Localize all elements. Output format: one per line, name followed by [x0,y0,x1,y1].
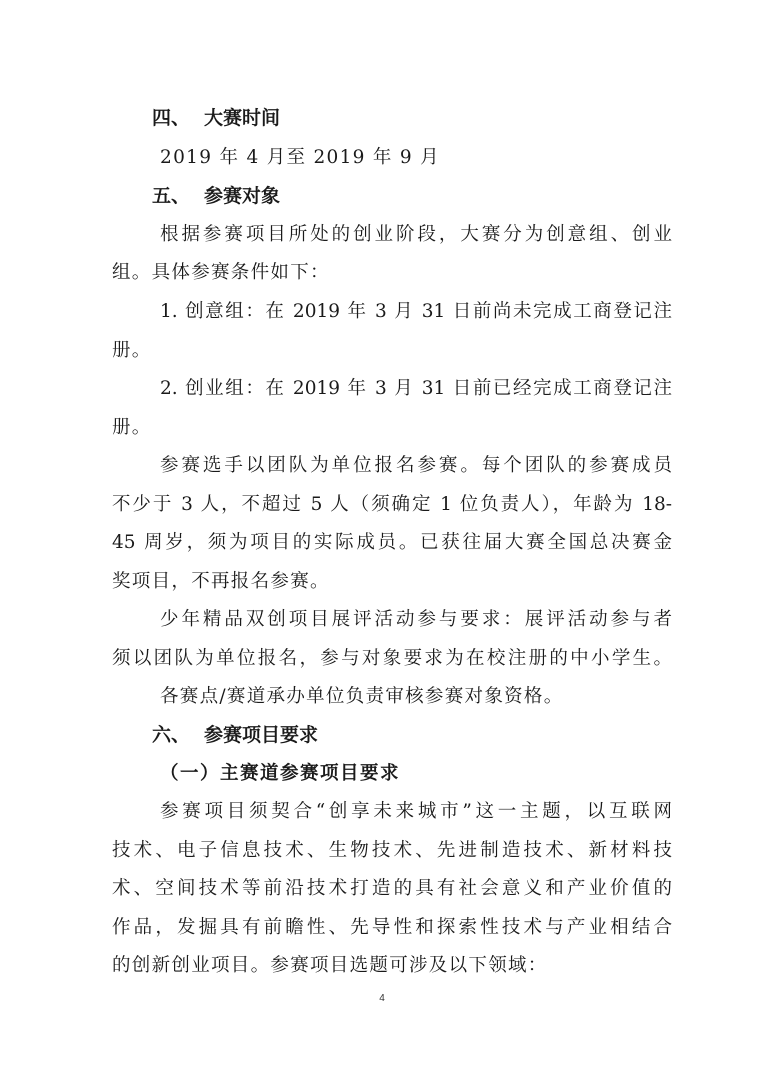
paragraph-line: 1. 创意组：在 2019 年 3 月 31 日前尚未完成工商登记注 [160,301,672,322]
paragraph-line: 少年精品双创项目展评活动参与要求：展评活动参与者 [160,609,672,630]
paragraph-line: 参赛项目须契合“创享未来城市”这一主题，以互联网 [160,801,672,822]
section-title: 参赛项目要求 [204,724,319,746]
paragraph-line: 册。 [112,417,152,438]
section-heading-6 [152,715,318,755]
section-number: 四、 [152,107,191,129]
section-title: 参赛对象 [204,185,281,207]
subsection-heading: （一）主赛道参赛项目要求 [160,763,401,784]
paragraph-line: 2. 创业组：在 2019 年 3 月 31 日前已经完成工商登记注 [160,378,672,399]
paragraph-line: 各赛点/赛道承办单位负责审核参赛对象资格。 [160,686,564,707]
paragraph-line: 组。具体参赛条件如下： [112,262,330,283]
paragraph-line: 奖项目，不再报名参赛。 [112,571,330,592]
paragraph-line: 参赛选手以团队为单位报名参赛。每个团队的参赛成员 [160,455,672,476]
section-title: 大赛时间 [204,107,281,129]
paragraph-line: 的创新创业项目。参赛项目选题可涉及以下领域： [112,955,548,976]
paragraph-line: 册。 [112,340,152,361]
schedule-text: 2019 年 4 月至 2019 年 9 月 [160,147,440,168]
section-number: 五、 [152,185,191,207]
paragraph-line: 技术、电子信息技术、生物技术、先进制造技术、新材料技 [112,840,672,861]
section-heading-4 [152,98,280,138]
paragraph-line: 作品，发掘具有前瞻性、先导性和探索性技术与产业相结合 [112,917,672,938]
page-number: 4 [379,993,385,1004]
paragraph-line: 根据参赛项目所处的创业阶段，大赛分为创意组、创业 [160,224,672,245]
paragraph-line: 不少于 3 人，不超过 5 人（须确定 1 位负责人），年龄为 18- [112,494,672,515]
section-number: 六、 [152,724,191,746]
paragraph-line: 45 周岁，须为项目的实际成员。已获往届大赛全国总决赛金 [112,532,672,553]
paragraph-line: 术、空间技术等前沿技术打造的具有社会意义和产业价值的 [112,878,672,899]
section-heading-5 [152,176,280,216]
paragraph-line: 须以团队为单位报名，参与对象要求为在校注册的中小学生。 [112,648,672,669]
